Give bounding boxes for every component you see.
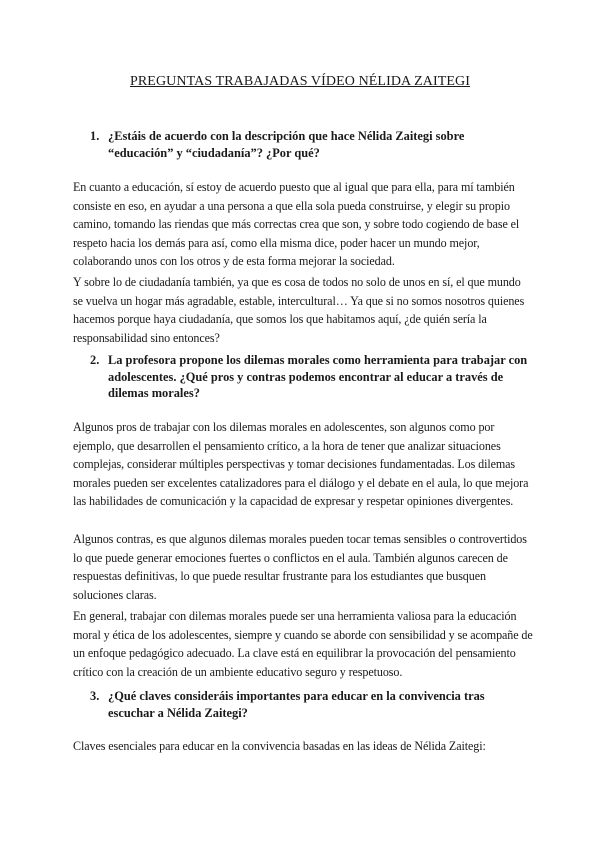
question-text: ¿Estáis de acuerdo con la descripción que hace Nélida Zaitegi sobre “educación” y “ciudadanía”? ¿Por qué? <box>108 129 465 160</box>
question-2 <box>90 352 530 402</box>
question-number: 2. <box>90 353 100 367</box>
question-3 <box>90 688 530 721</box>
answer-2-paragraph-1: Algunos pros de trabajar con los dilemas morales en adolescentes, son algunos como por ejemplo, que desarrollen el pensamiento crítico, a la hora de tener que analizar situaciones complejas, considerar múltiples perspectivas y tomar decisiones fundamentadas. Los dilemas morales pueden ser excelentes catalizadores para el diálogo y el debate en el aula, lo que mejora las habilidades de comunicación y la capacidad de expresar y respetar opiniones divergentes. <box>73 420 529 509</box>
answer-1-paragraph-1: En cuanto a educación, sí estoy de acuerdo puesto que al igual que para ella, para mí también consiste en eso, en ayudar a una persona a que ella sola pueda construirse, y elegir su propio camino, tomando las riendas que más correctas crea que son, y sobre todo cogiendo de base el respeto hacia los demás para así, como ella misma dice, poder hacer un mundo mejor, colaborando unos con los otros y de esta forma mejorar la sociedad. <box>73 180 520 269</box>
question-text: La profesora propone los dilemas morales como herramienta para trabajar con adolescentes. ¿Qué pros y contras podemos encontrar al educar a través de dilemas morales? <box>108 353 528 400</box>
question-text: ¿Qué claves consideráis importantes para educar en la convivencia tras escuchar a Nélida Zaitegi? <box>108 689 485 720</box>
document-title: PREGUNTAS TRABAJADAS VÍDEO NÉLIDA ZAITEGI <box>129 74 470 89</box>
answer-3-intro: Claves esenciales para educar en la convivencia basadas en las ideas de Nélida Zaitegi: <box>73 739 486 753</box>
question-1 <box>90 128 530 161</box>
question-number: 3. <box>90 689 100 703</box>
answer-2-paragraph-3: En general, trabajar con dilemas morales puede ser una herramienta valiosa para la educación moral y ética de los adolescentes, siempre y cuando se aborde con sensibilidad y se acompañe de un enfoque pedagógico adecuado. La clave está en equilibrar la provocación del pensamiento crítico con la creación de un ambiente educativo seguro y respetuoso. <box>73 609 533 679</box>
answer-1-paragraph-2: Y sobre lo de ciudadanía también, ya que es cosa de todos no solo de unos en sí, el que mundo se vuelva un hogar más agradable, estable, intercultural… Ya que si no somos nosotros quienes hacemos porque haya ciudadanía, que somos los que habitamos aquí, ¿de quién sería la responsabilidad sino entonces? <box>73 275 525 345</box>
answer-2-paragraph-2: Algunos contras, es que algunos dilemas morales pueden tocar temas sensibles o controvertidos lo que puede generar emociones fuertes o conflictos en el aula. También algunos carecen de respuestas definitivas, lo que puede resultar frustrante para los estudiantes que busquen soluciones claras. <box>73 532 527 602</box>
question-number: 1. <box>90 129 100 143</box>
